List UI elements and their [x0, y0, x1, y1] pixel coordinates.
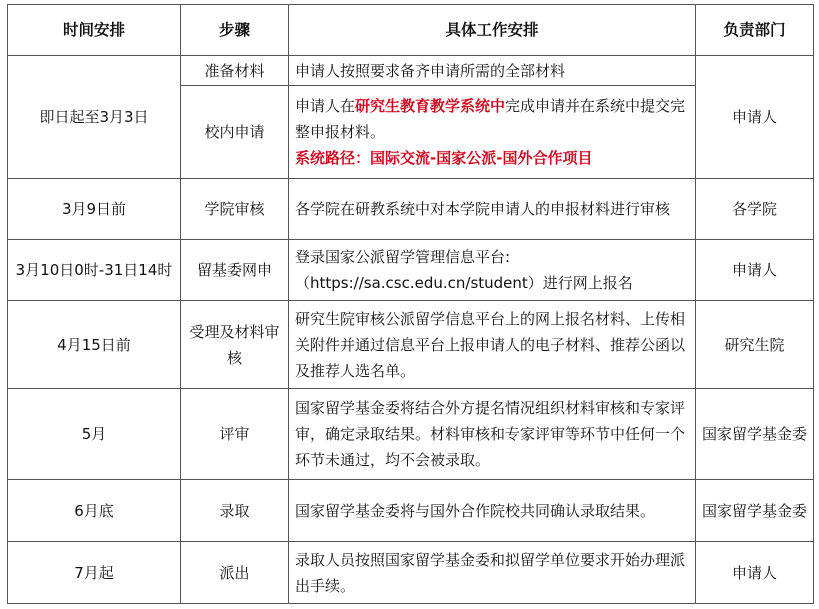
step-cell: 校内申请 — [181, 86, 289, 179]
table-row — [8, 56, 814, 86]
detail-cell: 录取人员按照国家留学基金委和拟留学单位要求开始办理派出手续。 — [289, 542, 696, 604]
schedule-table — [7, 4, 814, 604]
time-cell: 即日起至3月3日 — [8, 56, 181, 179]
time-cell: 6月底 — [8, 480, 181, 542]
detail-cell: 国家留学基金委将与国外合作院校共同确认录取结果。 — [289, 480, 696, 542]
header-time: 时间安排 — [8, 5, 181, 56]
table-row — [8, 389, 814, 480]
detail-cell: 登录国家公派留学管理信息平台:（https://sa.csc.edu.cn/student）进行网上报名 — [289, 240, 696, 301]
header-detail: 具体工作安排 — [289, 5, 696, 56]
detail-cell: 各学院在研教系统中对本学院申请人的申报材料进行审核 — [289, 179, 696, 240]
detail-cell: 国家留学基金委将结合外方提名情况组织材料审核和专家评审，确定录取结果。材料审核和专家评审等环节中任何一个环节未通过，均不会被录取。 — [289, 389, 696, 480]
time-cell: 7月起 — [8, 542, 181, 604]
detail-cell: 申请人按照要求备齐申请所需的全部材料 — [289, 56, 696, 86]
table-row — [8, 179, 814, 240]
dept-cell: 各学院 — [696, 179, 814, 240]
table-row — [8, 240, 814, 301]
time-cell: 4月15日前 — [8, 301, 181, 389]
detail-text: 完成申请并在系统中提交完整申报材料。 — [295, 97, 686, 141]
step-cell: 准备材料 — [181, 56, 289, 86]
detail-cell — [289, 86, 696, 179]
dept-cell: 申请人 — [696, 542, 814, 604]
step-cell: 留基委网申 — [181, 240, 289, 301]
time-cell: 3月9日前 — [8, 179, 181, 240]
table-row — [8, 480, 814, 542]
header-dept: 负责部门 — [696, 5, 814, 56]
dept-cell: 国家留学基金委 — [696, 389, 814, 480]
table-row — [8, 542, 814, 604]
system-path: 系统路径：国际交流-国家公派-国外合作项目 — [295, 149, 593, 167]
step-cell: 派出 — [181, 542, 289, 604]
time-cell: 3月10日0时-31日14时 — [8, 240, 181, 301]
dept-cell: 研究生院 — [696, 301, 814, 389]
dept-cell: 申请人 — [696, 56, 814, 179]
header-row — [8, 5, 814, 56]
step-cell: 评审 — [181, 389, 289, 480]
time-cell: 5月 — [8, 389, 181, 480]
step-cell: 录取 — [181, 480, 289, 542]
detail-text: 申请人在 — [295, 97, 356, 115]
header-step: 步骤 — [181, 5, 289, 56]
step-cell: 学院审核 — [181, 179, 289, 240]
step-cell: 受理及材料审核 — [181, 301, 289, 389]
dept-cell: 申请人 — [696, 240, 814, 301]
table-row — [8, 301, 814, 389]
detail-cell: 研究生院审核公派留学信息平台上的网上报名材料、上传相关附件并通过信息平台上报申请人的电子材料、推荐公函以及推荐人选名单。 — [289, 301, 696, 389]
dept-cell: 国家留学基金委 — [696, 480, 814, 542]
system-highlight: 研究生教育教学系统中 — [355, 97, 506, 115]
